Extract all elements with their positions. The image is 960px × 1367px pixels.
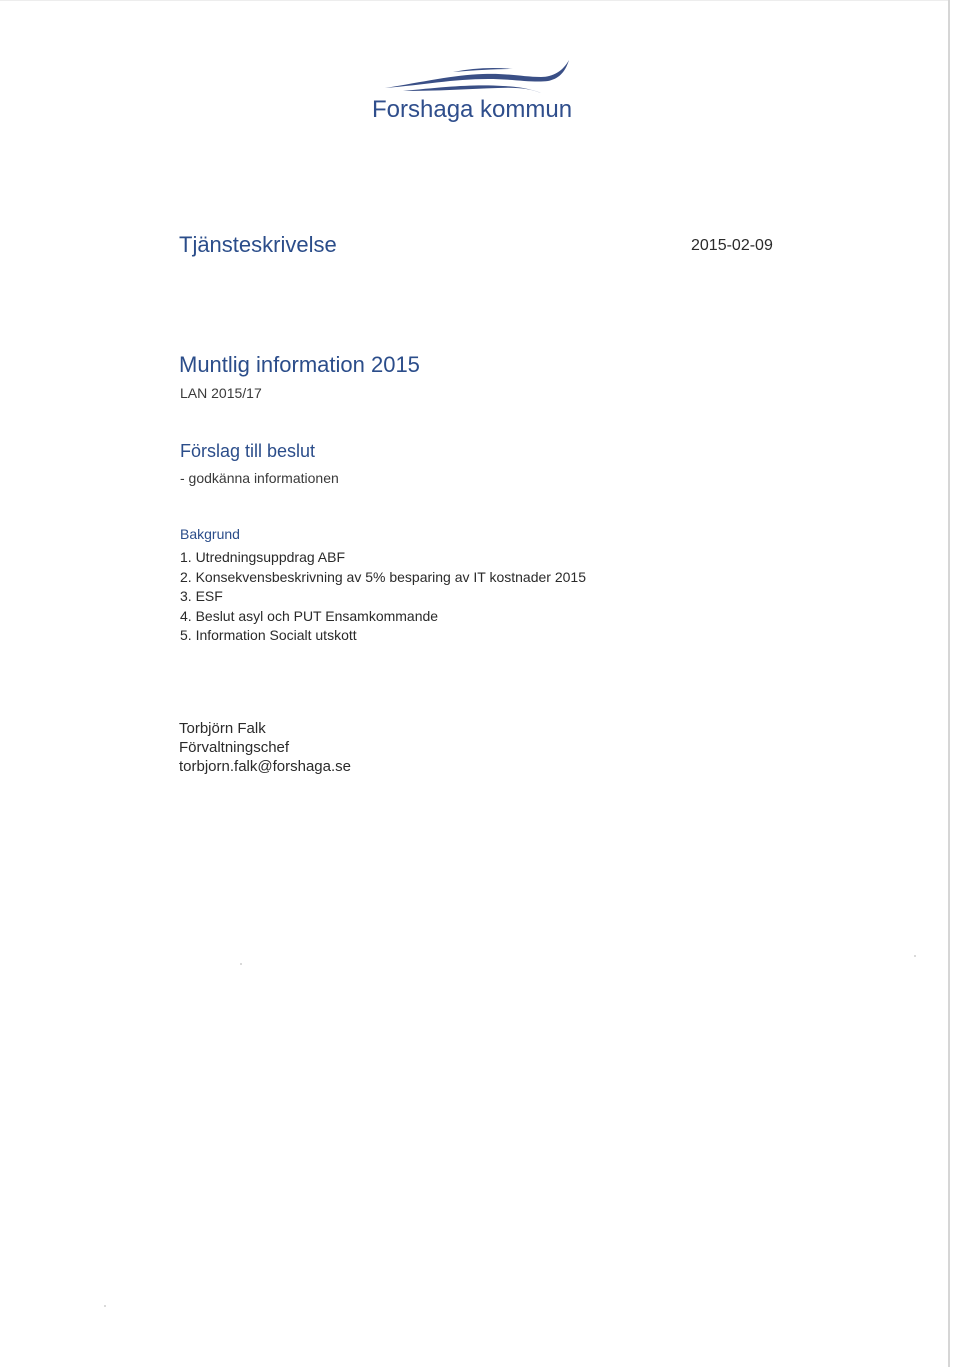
- scan-speck: [914, 955, 916, 957]
- background-heading: Bakgrund: [180, 526, 240, 542]
- document-date: 2015-02-09: [691, 237, 773, 254]
- list-item: 5. Information Socialt utskott: [180, 627, 357, 643]
- scan-speck: [104, 1305, 106, 1307]
- document-type: Tjänsteskrivelse: [179, 232, 337, 257]
- document-title: Muntlig information 2015: [179, 352, 420, 377]
- list-item: 3. ESF: [180, 588, 223, 604]
- wave-logo-icon: [383, 55, 573, 100]
- scan-edge-right: [948, 0, 950, 1367]
- scan-speck: [240, 963, 242, 965]
- proposal-heading: Förslag till beslut: [180, 441, 316, 461]
- reference-number: LAN 2015/17: [180, 385, 262, 401]
- background-list: [180, 548, 586, 646]
- list-item: 4. Beslut asyl och PUT Ensamkommande: [180, 607, 439, 624]
- organization-name: Forshaga kommun: [372, 96, 573, 123]
- list-item: 2. Konsekvensbeskrivning av 5% besparing av IT kostnader 2015: [180, 568, 586, 585]
- signer-email: torbjorn.falk@forshaga.se: [179, 758, 351, 775]
- list-item: 1. Utredningsuppdrag ABF: [180, 549, 345, 565]
- signer-role: Förvaltningschef: [179, 739, 290, 756]
- signature-block: [179, 719, 351, 776]
- signer-name: Torbjörn Falk: [179, 720, 266, 737]
- proposal-item: - godkänna informationen: [180, 470, 339, 486]
- scan-edge-top: [0, 0, 948, 1]
